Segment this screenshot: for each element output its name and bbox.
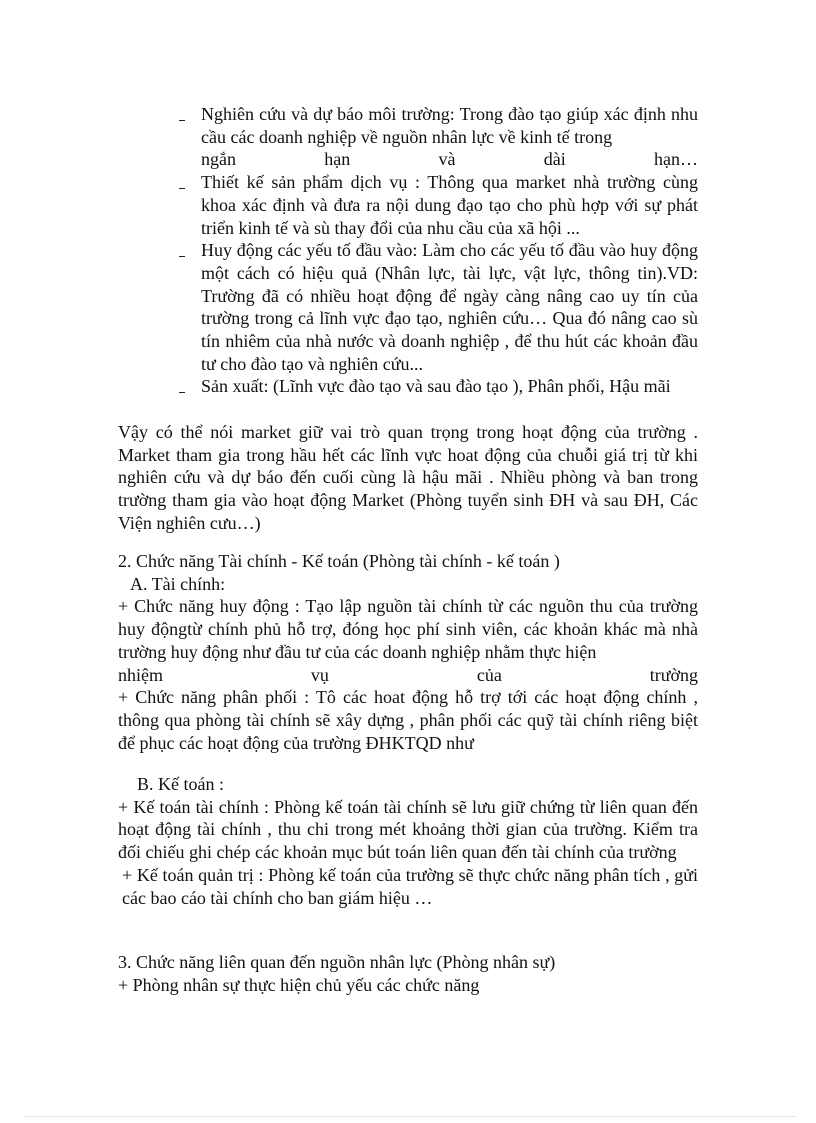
list-item	[178, 239, 698, 375]
list-item-text: Huy động các yếu tố đầu vào: Làm cho các yếu tố đầu vào huy động một cách có hiệu quả (Nhân lực, tài lực, vật lực, thông tin).VD: Trường đã có nhiều hoạt động để ngày càng nâng cao uy tín của trường trong cả lĩnh vực đạo tạo, nghiên cứu… Qua đó nâng cao sù tín nhiêm của nhà nước và doanh nghiệp , để thu hút các khoản đầu tư cho đào tạo và nghiên cứu...	[201, 240, 698, 374]
financial-accounting-text: + Kế toán tài chính : Phòng kế toán tài chính sẽ lưu giữ chứng từ liên quan đến hoạt động tài chính , thu chi trong mét khoảng thời gian của trường. Kiểm tra đối chiếu ghi chép các khoản mục bút toán liên quan đến tài chính của trường	[118, 796, 698, 863]
list-item-text-tail: ngắn hạn và dài hạn…	[201, 149, 698, 170]
list-item	[178, 375, 698, 398]
list-item-text: Sản xuất: (Lĩnh vực đào tạo và sau đào tạo ), Phân phối, Hậu mãi	[201, 376, 671, 397]
section-heading: 2. Chức năng Tài chính - Kế toán (Phòng tài chính - kế toán )	[118, 551, 560, 571]
subsection-heading-finance: A. Tài chính:	[130, 573, 226, 594]
marketing-functions-list	[178, 103, 698, 398]
list-item	[178, 171, 698, 239]
mobilize-function-text: + Chức năng huy động : Tạo lập nguồn tài chính từ các nguồn thu của trường huy độngtừ chính phủ hỗ trợ, đóng học phí sinh viên, các khoản khác mà nhà trường huy động như đầu tư của các doanh nghiệp nhằm thực hiện	[118, 596, 698, 662]
summary-paragraph: Vậy có thể nói market giữ vai trò quan trọng trong hoạt động của trường . Market tham gia trong hầu hết các lĩnh vực hoat động của chuỗi giá trị từ khi nghiên cứu và dự báo đến cuối cùng là hậu mãi . Nhiều phòng và ban trong trường tham gia vào hoạt động Market (Phòng tuyển sinh ĐH và sau ĐH, Các Viện nghiên cưu…)	[118, 422, 698, 533]
list-item-text: Thiết kế sản phẩm dịch vụ : Thông qua market nhà trường cùng khoa xác định và đưa ra nội dung đạo tạo cho phù hợp với sự phát triển kinh tế và sù thay đổi của nhu cầu của xã hội ...	[201, 172, 698, 238]
list-item-text: Nghiên cứu và dự báo môi trường: Trong đào tạo giúp xác định nhu cầu các doanh nghiệp về nguồn nhân lực về kinh tế trong	[201, 104, 698, 147]
mobilize-function-tail: nhiệm vụ của trường	[118, 664, 698, 685]
hr-function-text: + Phòng nhân sự thực hiện chủ yếu các chức năng	[118, 974, 480, 995]
distribute-function-text: + Chức năng phân phối : Tô các hoat động hỗ trợ tới các hoạt động chính , thông qua phòng tài chính sẽ xây dựng , phân phối các quỹ tài chính riêng biệt để phục các hoạt động của trường ĐHKTQD như	[118, 687, 698, 753]
section-accounting	[118, 773, 698, 909]
section-human-resources	[118, 951, 698, 996]
list-item	[178, 103, 698, 171]
management-accounting-text: + Kế toán quản trị : Phòng kế toán của trường sẽ thực chức năng phân tích , gửi các bao cáo tài chính cho ban giám hiệu …	[122, 864, 698, 908]
section-finance-accounting	[118, 550, 698, 754]
subsection-heading-accounting: B. Kế toán :	[137, 774, 224, 794]
section-heading: 3. Chức năng liên quan đến nguồn nhân lực (Phòng nhân sự)	[118, 952, 556, 972]
page-bottom-divider	[25, 1116, 795, 1117]
